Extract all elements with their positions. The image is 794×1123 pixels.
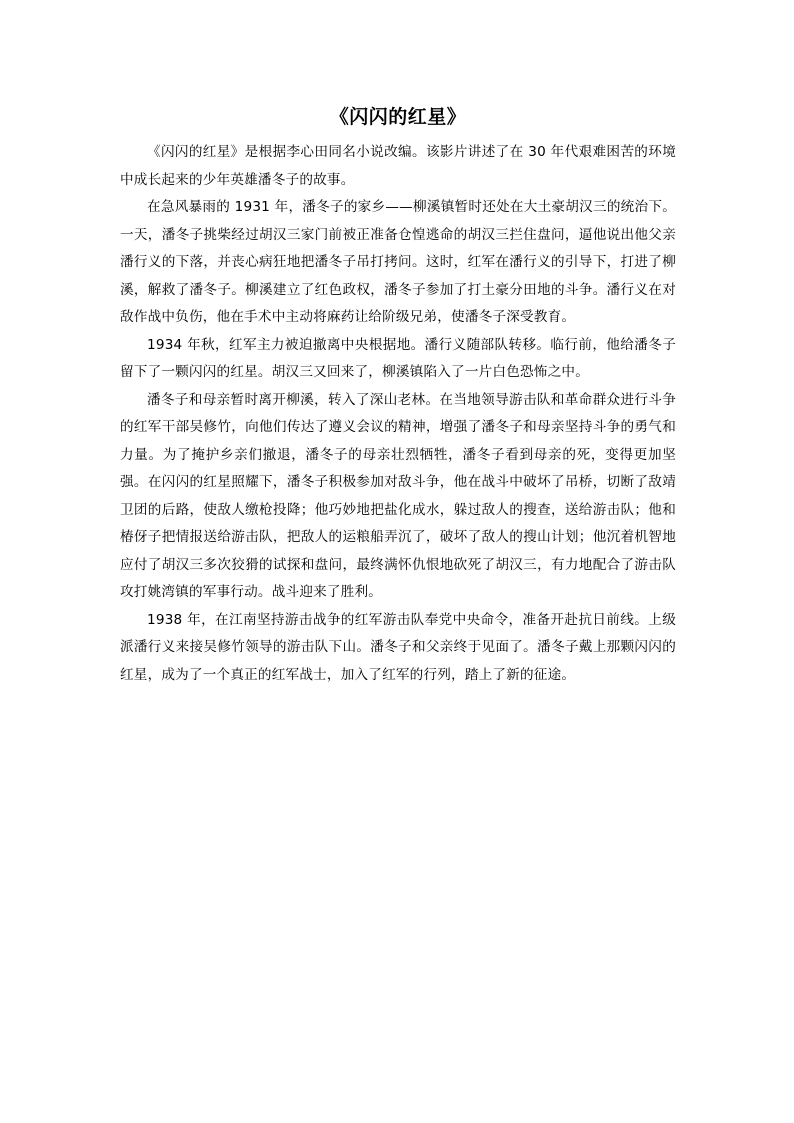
document-title: 《闪闪的红星》 [329, 106, 467, 128]
document-body [120, 100, 676, 689]
paragraph-1938: 1938 年，在江南坚持游击战争的红军游击队奉党中央命令，准备开赴抗日前线。上级派潘行义来接吴修竹领导的游击队下山。潘冬子和父亲终于见面了。潘冬子戴上那颗闪闪的红星，成为了一个真正的红军战士，加入了红军的行列，踏上了新的征途。 [120, 611, 676, 683]
paragraph-1931: 在急风暴雨的 1931 年，潘冬子的家乡——柳溪镇暂时还处在大土豪胡汉三的统治下。一天，潘冬子挑柴经过胡汉三家门前被正准备仓惶逃命的胡汉三拦住盘问，逼他说出他父亲潘行义的下落，并丧心病狂地把潘冬子吊打拷问。这时，红军在潘行义的引导下，打进了柳溪，解救了潘冬子。柳溪建立了红色政权，潘冬子参加了打土豪分田地的斗争。潘行义在对敌作战中负伤，他在手术中主动将麻药让给阶级兄弟，使潘冬子深受教育。 [120, 199, 676, 325]
paragraph-intro: 《闪闪的红星》是根据李心田同名小说改编。该影片讲述了在 30 年代艰难困苦的环境中成长起来的少年英雄潘冬子的故事。 [120, 144, 676, 188]
paragraph-1934: 1934 年秋，红军主力被迫撤离中央根据地。潘行义随部队转移。临行前，他给潘冬子留下了一颗闪闪的红星。胡汉三又回来了，柳溪镇陷入了一片白色恐怖之中。 [120, 336, 676, 380]
paragraph-struggle: 潘冬子和母亲暂时离开柳溪，转入了深山老林。在当地领导游击队和革命群众进行斗争的红军干部吴修竹，向他们传达了遵义会议的精神，增强了潘冬子和母亲坚持斗争的勇气和力量。为了掩护乡亲们撤退，潘冬子的母亲壮烈牺牲，潘冬子看到母亲的死，变得更加坚强。在闪闪的红星照耀下，潘冬子积极参加对敌斗争，他在战斗中破坏了吊桥，切断了敌靖卫团的后路，使敌人缴枪投降；他巧妙地把盐化成水，躲过敌人的搜查，送给游击队；他和椿伢子把情报送给游击队，把敌人的运粮船弄沉了，破坏了敌人的搜山计划；他沉着机智地应付了胡汉三多次狡猾的试探和盘问，最终满怀仇恨地砍死了胡汉三，有力地配合了游击队攻打姚湾镇的军事行动。战斗迎来了胜利。 [120, 391, 676, 600]
